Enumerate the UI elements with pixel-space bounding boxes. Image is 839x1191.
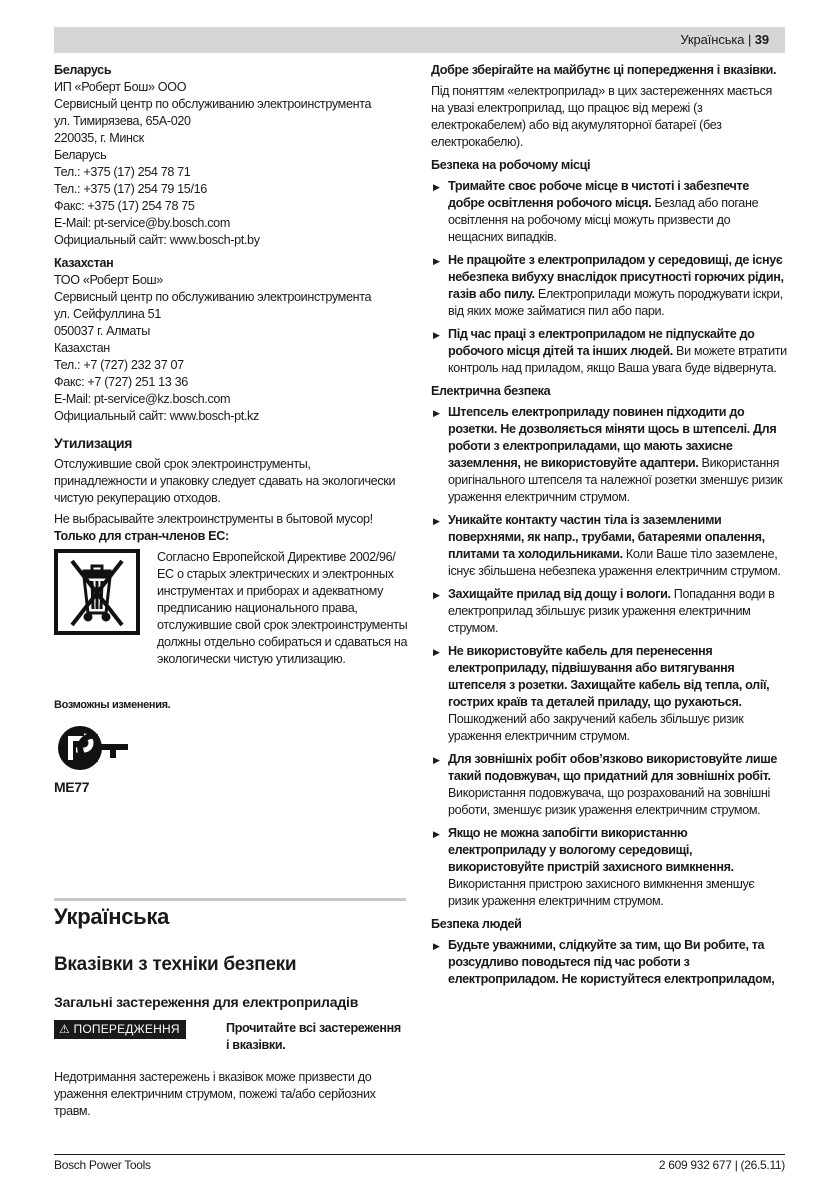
address-line: ИП «Роберт Бош» ООО [54,80,187,94]
right-column [431,62,787,988]
email-link[interactable]: E-Mail: pt-service@by.bosch.com [54,216,230,230]
people-safety-title: Безпека людей [431,917,522,931]
disposal-warning: Не выбрасывайте электроинструменты в бытовой мусор! [54,512,373,526]
left-column [54,62,406,794]
warning-badge-label: ПОПЕРЕДЖЕННЯ [73,1022,180,1036]
address-line: ТОО «Роберт Бош» [54,273,163,287]
address-line: Факс: +7 (727) 251 13 36 [54,375,188,389]
eu-directive-text: Согласно Европейской Директиве 2002/96/ЕС о старых электрических и электронных инструментах и приборах и адекватному предписанию национального права, отслужившие свой срок электроинструменты должны отдельно собираться и сдаваться на экологически чистую утилизацию. [157,550,408,666]
weee-block [54,549,406,697]
address-line: Беларусь [54,148,107,162]
address-line: Сервисный центр по обслуживанию электроинструмента [54,290,372,304]
page-header-bar [54,27,785,53]
address-line: Казахстан [54,341,110,355]
header-language: Українська [680,32,745,47]
warning-block [54,1020,410,1132]
page-header-text [680,32,769,47]
address-line: ул. Сейфуллина 51 [54,307,161,321]
warning-triangle-icon: ⚠ [59,1022,70,1036]
bullet-item: ▶ Захищайте прилад від дощу і вологи. Попадання води в електроприлад збільшує ризик ураження електричним струмом. [431,586,787,637]
address-line: Факс: +375 (17) 254 78 75 [54,199,195,213]
kazakhstan-address [54,272,406,425]
address-line: Сервисный центр по обслуживанию электроинструмента [54,97,372,111]
warning-badge [54,1020,186,1039]
disposal-title: Утилизация [54,435,133,451]
section-title: Українська [54,904,170,929]
footer-doc-number: 2 609 932 677 | (26.5.11) [658,1158,785,1172]
crossed-bin-icon [54,549,140,635]
header-page-number: 39 [754,32,769,47]
bullet-item: ▶ Уникайте контакту частин тіла із заземленими поверхнями, як напр., трубами, батареями опалення, плитами та холодильниками. Коли Ваше тіло заземлене, існує збільшена небезпека ураження електричним струмом. [431,512,787,580]
keep-instructions-text: Під поняттям «електроприлад» в цих застереженнях мається на увазі електроприлад, що працює від мережі (з електрокабелем) або від акумуляторної батареї (без електрокабелю). [431,84,772,149]
electric-safety-title: Електрична безпека [431,384,551,398]
gost-certification-logo [54,724,134,776]
bullet-item: ▶ Для зовнішніх робіт обов’язково використовуйте лише такий подовжувач, що придатний для зовнішніх робіт. Використання подовжувача, що розрахований на зовнішні роботи, зменшує ризик ураження електричним струмом. [431,751,787,819]
certification-code: ME77 [54,779,90,795]
bullet-item: ▶ Штепсель електроприладу повинен підходити до розетки. Не дозволяється міняти щось в штепселі. Для роботи з електроприладами, що мають захисне заземлення, не використовуйте адаптери. Використання оригінального штепселя та належної розетки зменшує ризик ураження електричним струмом. [431,404,787,506]
certification-block [54,724,406,794]
bullet-item: ▶ Тримайте своє робоче місце в чистоті і забезпечте добре освітлення робочого місця. Безлад або погане освітлення на робочому місці можуть призвести до нещасних випадків. [431,178,787,246]
address-line: ул. Тимирязева, 65А-020 [54,114,191,128]
email-link[interactable]: E-Mail: pt-service@kz.bosch.com [54,392,231,406]
address-line: Тел.: +375 (17) 254 79 15/16 [54,182,207,196]
website-link[interactable]: Официальный сайт: www.bosch-pt.by [54,233,260,247]
address-line: 220035, г. Минск [54,131,144,145]
eu-title: Только для стран-членов ЕС: [54,529,229,543]
bullet-item: ▶ Якщо не можна запобігти використанню електроприладу у вологому середовищі, використовуйте пристрій захисного вимкнення. Використання пристрою захисного вимкнення зменшує ризик ураження електричним струмом. [431,825,787,910]
workplace-title: Безпека на робочому місці [431,158,591,172]
address-line: Тел.: +375 (17) 254 78 71 [54,165,191,179]
footer-brand: Bosch Power Tools [54,1158,151,1172]
general-warnings-title: Загальні застереження для електроприладів [54,994,359,1010]
warning-lead: Прочитайте всі застереження і вказівки. [226,1021,401,1052]
kazakhstan-title: Казахстан [54,256,114,270]
safety-title: Вказівки з техніки безпеки [54,954,297,975]
bullet-item: ▶ Під час праці з електроприладом не підпускайте до робочого місця дітей та інших людей. Ви можете втратити контроль над приладом, якщо Ваша увага буде відвернута. [431,326,787,377]
bullet-item: ▶ Будьте уважними, слідкуйте за тим, що Ви робите, та розсудливо поводьтеся під час роботи з електроприладом. Не користуйтеся електроприладом, [431,937,787,988]
disposal-paragraph: Отслужившие свой срок электроинструменты, принадлежности и упаковку следует сдавать на экологически чистую рекуперацию отходов. [54,457,396,505]
address-line: 050037 г. Алматы [54,324,150,338]
belarus-title: Беларусь [54,63,112,77]
bullet-item: ▶ Не працюйте з електроприладом у середовищі, де існує небезпека вибуху внаслідок присутності горючих рідин, газів або пилу. Електроприлади можуть породжувати іскри, від яких може займатися пил або пари. [431,252,787,320]
belarus-address [54,79,406,249]
address-line: Тел.: +7 (727) 232 37 07 [54,358,184,372]
header-separator: | [747,32,752,47]
keep-instructions-title: Добре зберігайте на майбутнє ці попередження і вказівки. [431,63,777,77]
changes-note: Возможны изменения. [54,699,171,711]
warning-text: Недотримання застережень і вказівок може призвести до ураження електричним струмом, пожежі та/або серйозних травм. [54,1069,376,1118]
bullet-item: ▶ Не використовуйте кабель для перенесення електроприладу, підвішування або витягування штепселя з розетки. Захищайте кабель від тепла, олії, гострих країв та деталей приладу, що рухаються. Пошкоджений або закручений кабель збільшує ризик ураження електричним струмом. [431,643,787,745]
website-link[interactable]: Официальный сайт: www.bosch-pt.kz [54,409,259,423]
section-divider [54,898,406,901]
footer-rule [54,1154,785,1155]
